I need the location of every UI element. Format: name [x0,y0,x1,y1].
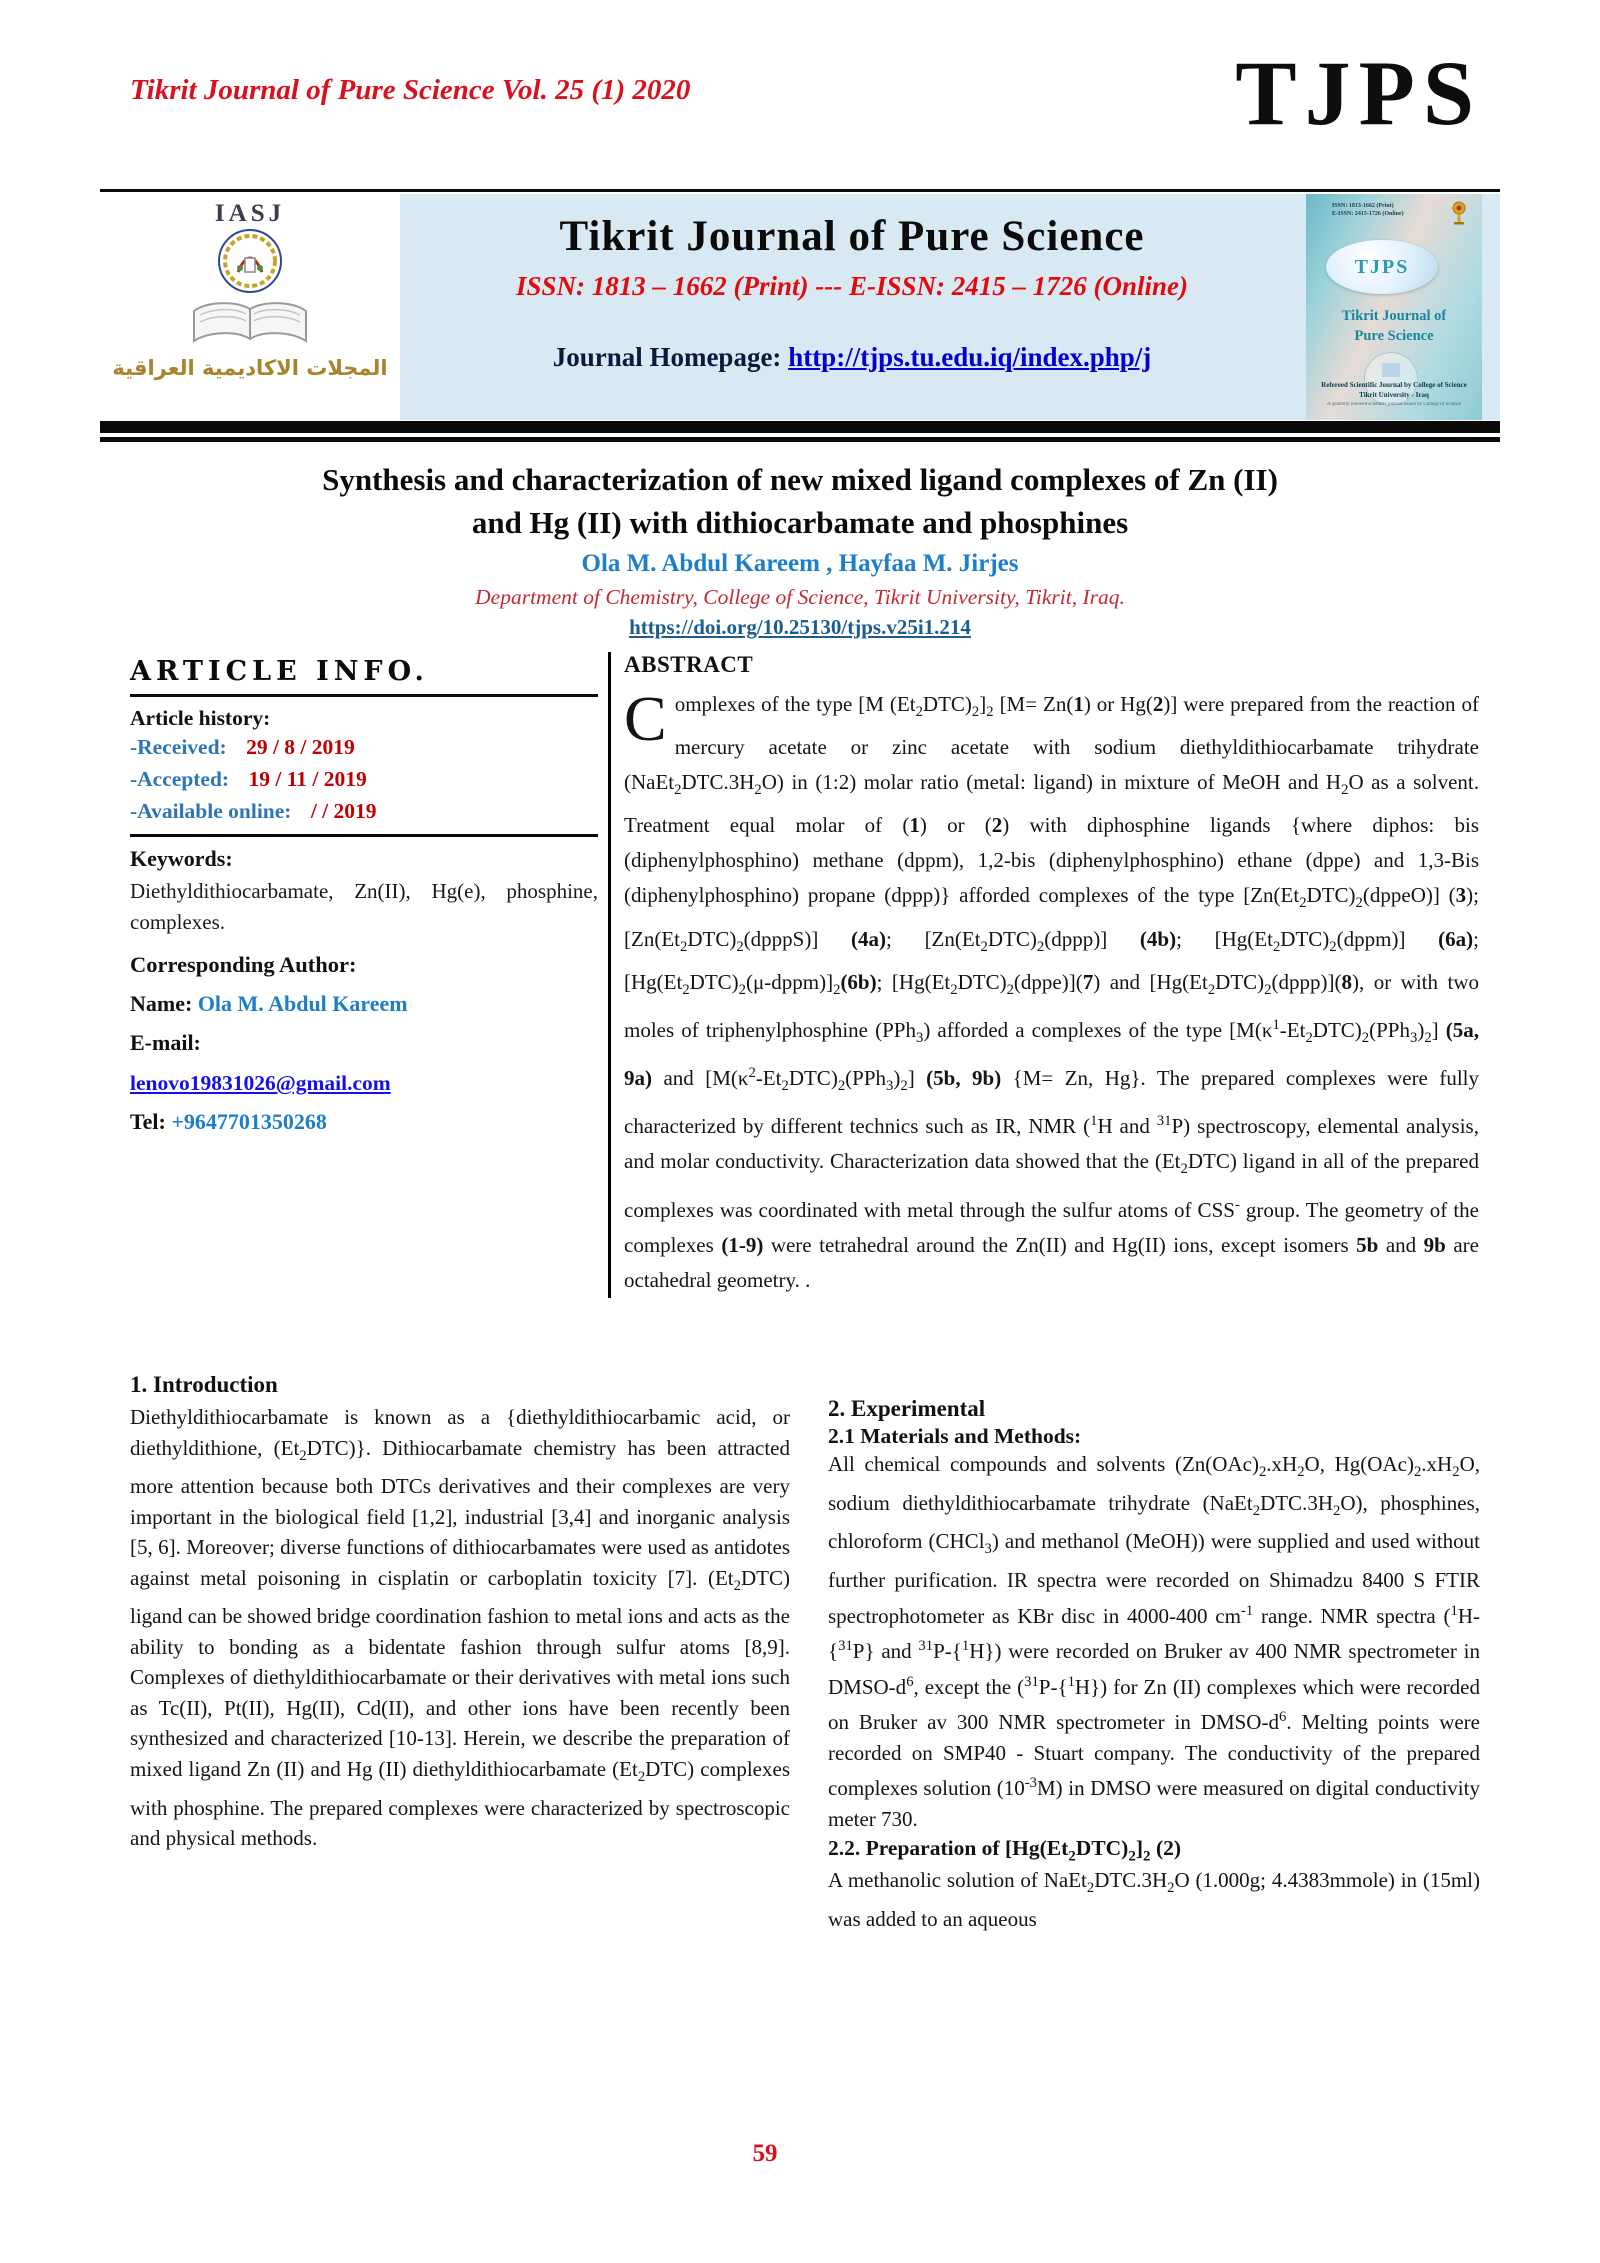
homepage-link[interactable]: http://tjps.tu.edu.iq/index.php/j [788,342,1152,372]
introduction-body: Diethyldithiocarbamate is known as a {diethyldithiocarbamic acid, or diethyldithione, $(Et_2DTC)$}. Dithiocarbamate chemistry has been attracted more attention because both DTCs derivatives and their complexes are very important in the biological field [1,2], industrial [3,4] and inorganic analysis [5, 6]. Moreover; diverse functions of dithiocarbamates were used as antidotes against metal poisoning in cisplatin or carboplatin toxicity [7]. $(Et_2DTC)$ ligand can be showed bridge coordination fashion to metal ions and acts as the ability to bonding as a bidentate fashion through sulfur atoms [8,9]. Complexes of diethyldithiocarbamate or their derivatives with metal ions such as Tc(II), Pt(II), Hg(II), Cd(II), and other ions have been recently been synthesized and characterized [10-13]. Herein, we describe the preparation of mixed ligand Zn (II) and Hg (II) diethyldithiocarbamate $(Et_2DTC)$ complexes with phosphine. The prepared complexes were characterized by spectroscopic and physical methods. [130,1405,790,1851]
accepted-value: 19 / 11 / 2019 [248,767,367,791]
header-rule [100,189,1500,192]
available-label: -Available online: [130,799,292,823]
abstract-heading: ABSTRACT [624,652,754,677]
email-label-row [130,1030,598,1056]
tel-row [130,1109,598,1135]
accepted-label: -Accepted: [130,767,230,791]
separator-thin [100,437,1500,442]
open-book-icon [186,299,314,354]
name-label: Name: [130,991,193,1016]
cover-crest-icon [1450,200,1468,231]
separator-thick [100,421,1500,433]
article-heading-block [130,458,1470,640]
abstract-text: omplexes of the type [M $(Et_2DTC)_2]_2$ [M= Zn(1) or Hg(2)] were prepared from the reaction of mercury acetate or zinc acetate with sodium diethyldithiocarbamate trihydrate $(NaEt_2DTC.3H_2O)$ in (1:2) molar ratio (metal: ligand) in mixture of MeOH and $H_2O$ as a solvent. Treatment equal molar of (1) or (2) with diphosphine ligands {where diphos: bis (diphenylphosphino) methane (dppm), 1,2-bis (diphenylphosphino) ethane (dppe) and 1,3-Bis (diphenylphosphino) propane (dppp)} afforded complexes of the type $[Zn(Et_2DTC)_2(dppeO)]$ (3); $[Zn(Et_2DTC)_2(dpppS)]$ (4a); $[Zn(Et_2DTC)_2(dppp)]$ (4b); $[Hg(Et_2DTC)_2(dppm)]$ (6a); $[Hg(Et_2DTC)_2(\mu-dppm)]_2(6b)$; $[Hg(Et_2DTC)_2(dppe)](7)$ and $[Hg(Et_2DTC)_2(dppp)](8)$, or with two moles of triphenylphosphine (PPh$_3$) afforded a complexes of the type $[M(\kappa^1-Et_2DTC)_2(PPh_3)_2]$ (5a, 9a) and $[M(\kappa^2-Et_2DTC)_2(PPh_3)_2]$ (5b, 9b) {M= Zn, Hg}. The prepared complexes were fully characterized by different technics such as IR, NMR ($^1$H and $^{31}$P) spectroscopy, elemental analysis, and molar conductivity. Characterization data showed that the $(Et_2DTC)$ ligand in all of the prepared complexes was coordinated with metal through the sulfur atoms of CSS- group. The geometry of the complexes (1-9) were tetrahedral around the Zn(II) and Hg(II) ions, except isomers 5b and 9b are octahedral geometry. . [624,692,1480,1292]
accepted-row [130,763,598,795]
cover-tjps-ellipse [1326,240,1438,294]
cover-footer: Refereed Scientific Journal by College of Science Tikrit University - Iraq A quarterly refereed scientific journal issued by College of Science [1321,381,1467,407]
email-row [130,1071,598,1096]
tel-value: +9647701350268 [171,1109,327,1134]
article-title [130,458,1470,544]
experimental-heading: 2. Experimental [828,1396,986,1421]
keywords-label: Keywords: [130,846,233,871]
abstract-dropcap: C [624,683,667,754]
email-label: E-mail: [130,1030,201,1055]
info-divider-1 [130,694,598,697]
homepage-label: Journal Homepage: [552,342,782,372]
article-history-label: Article history: [130,706,271,730]
author-name-row [130,991,598,1017]
iasj-emblem-icon [217,228,283,299]
article-info-heading: ARTICLE INFO. [130,656,429,687]
info-divider-2 [130,834,598,837]
article-info-column [130,656,598,1135]
article-authors: Ola M. Abdul Kareem , Hayfaa M. Jirjes [581,550,1019,577]
available-online-row [130,795,598,827]
iasj-arabic-title: المجلات الاكاديمية العراقية [112,356,388,380]
article-title-line2: and Hg (II) with dithiocarbamate and phosphines [471,505,1129,540]
article-doi [130,615,1470,640]
journal-banner [100,194,1500,420]
abstract-column [608,652,1479,1298]
materials-methods-heading: 2.1 Materials and Methods: [828,1424,1082,1448]
available-value: / / 2019 [310,799,377,823]
page-number: 59 [752,2140,778,2167]
received-row [130,731,598,763]
email-link[interactable]: lenovo19831026@gmail.com [130,1071,391,1095]
cover-tjps-label: TJPS [1354,255,1410,278]
banner-center [400,194,1304,420]
iasj-acronym-label: IASJ [214,200,286,227]
introduction-heading: 1. Introduction [130,1372,278,1397]
preparation-body: A methanolic solution of $NaEt_2DTC.3H_2O$ (1.000g; 4.4383mmole) in (15ml) was added to an aqueous [828,1868,1480,1932]
tel-label: Tel: [130,1109,166,1134]
article-title-line1: Synthesis and characterization of new mixed ligand complexes of Zn (II) [322,462,1278,497]
cover-issn-lines: ISSN: 1813-1662 (Print) E-ISSN: 2415-1726 (Online) [1332,203,1404,217]
introduction-column [130,1372,790,1854]
keywords-text: Diethyldithiocarbamate, Zn(II), Hg(e), phosphine, complexes. [130,879,598,934]
cover-box [1304,194,1500,420]
banner-homepage-line [400,342,1304,373]
corresponding-author-label: Corresponding Author: [130,952,357,977]
received-label: -Received: [130,735,227,759]
materials-methods-body: All chemical compounds and solvents ($Zn(OAc)_2.xH_2O$, $Hg(OAc)_2.xH_2O$, sodium diethyldithiocarbamate trihydrate $(NaEt_2DTC.3H_2O)$, phosphines, chloroform (CHCl$_3$) and methanol (MeOH)) were supplied and used without further purification. IR spectra were recorded on Shimadzu 8400 S FTIR spectrophotometer as KBr disc in 4000-400 $cm^{-1}$ range. NMR spectra ($^1$H-{$^{31}$P} and $^{31}$P-{$^1$H}) were recorded on Bruker av 400 NMR spectrometer in DMSO-$d^6$, except the ($^{31}$P-{$^1$H}) for Zn (II) complexes which were recorded on Bruker av 300 NMR spectrometer in DMSO-$d^6$. Melting points were recorded on SMP40 - Stuart company. The conductivity of the prepared complexes solution $(10^{-3}M)$ in DMSO were measured on digital conductivity meter 730. [828,1452,1481,1831]
iasj-logo [100,194,400,420]
journal-cover [1306,194,1482,420]
article-affiliation: Department of Chemistry, College of Science, Tikrit University, Tikrit, Iraq. [475,585,1125,609]
name-value: Ola M. Abdul Kareem [197,991,408,1016]
preparation-heading: 2.2. Preparation of $[Hg(Et_2DTC)_2]_2$ (2) [828,1836,1182,1865]
abstract-body [624,683,1480,1298]
doi-link[interactable]: https://doi.org/10.25130/tjps.v25i1.214 [629,615,971,639]
banner-issn-line: ISSN: 1813 – 1662 (Print) --- E-ISSN: 2415 – 1726 (Online) [515,271,1189,301]
banner-journal-title: Tikrit Journal of Pure Science [559,213,1145,260]
cover-title: Tikrit Journal of Pure Science [1341,308,1447,344]
received-value: 29 / 8 / 2019 [246,735,355,759]
page-header-journal-line: Tikrit Journal of Pure Science Vol. 25 (1) 2020 [130,74,691,106]
experimental-column [828,1396,1480,1935]
tjps-wordmark: TJPS [1235,42,1482,144]
